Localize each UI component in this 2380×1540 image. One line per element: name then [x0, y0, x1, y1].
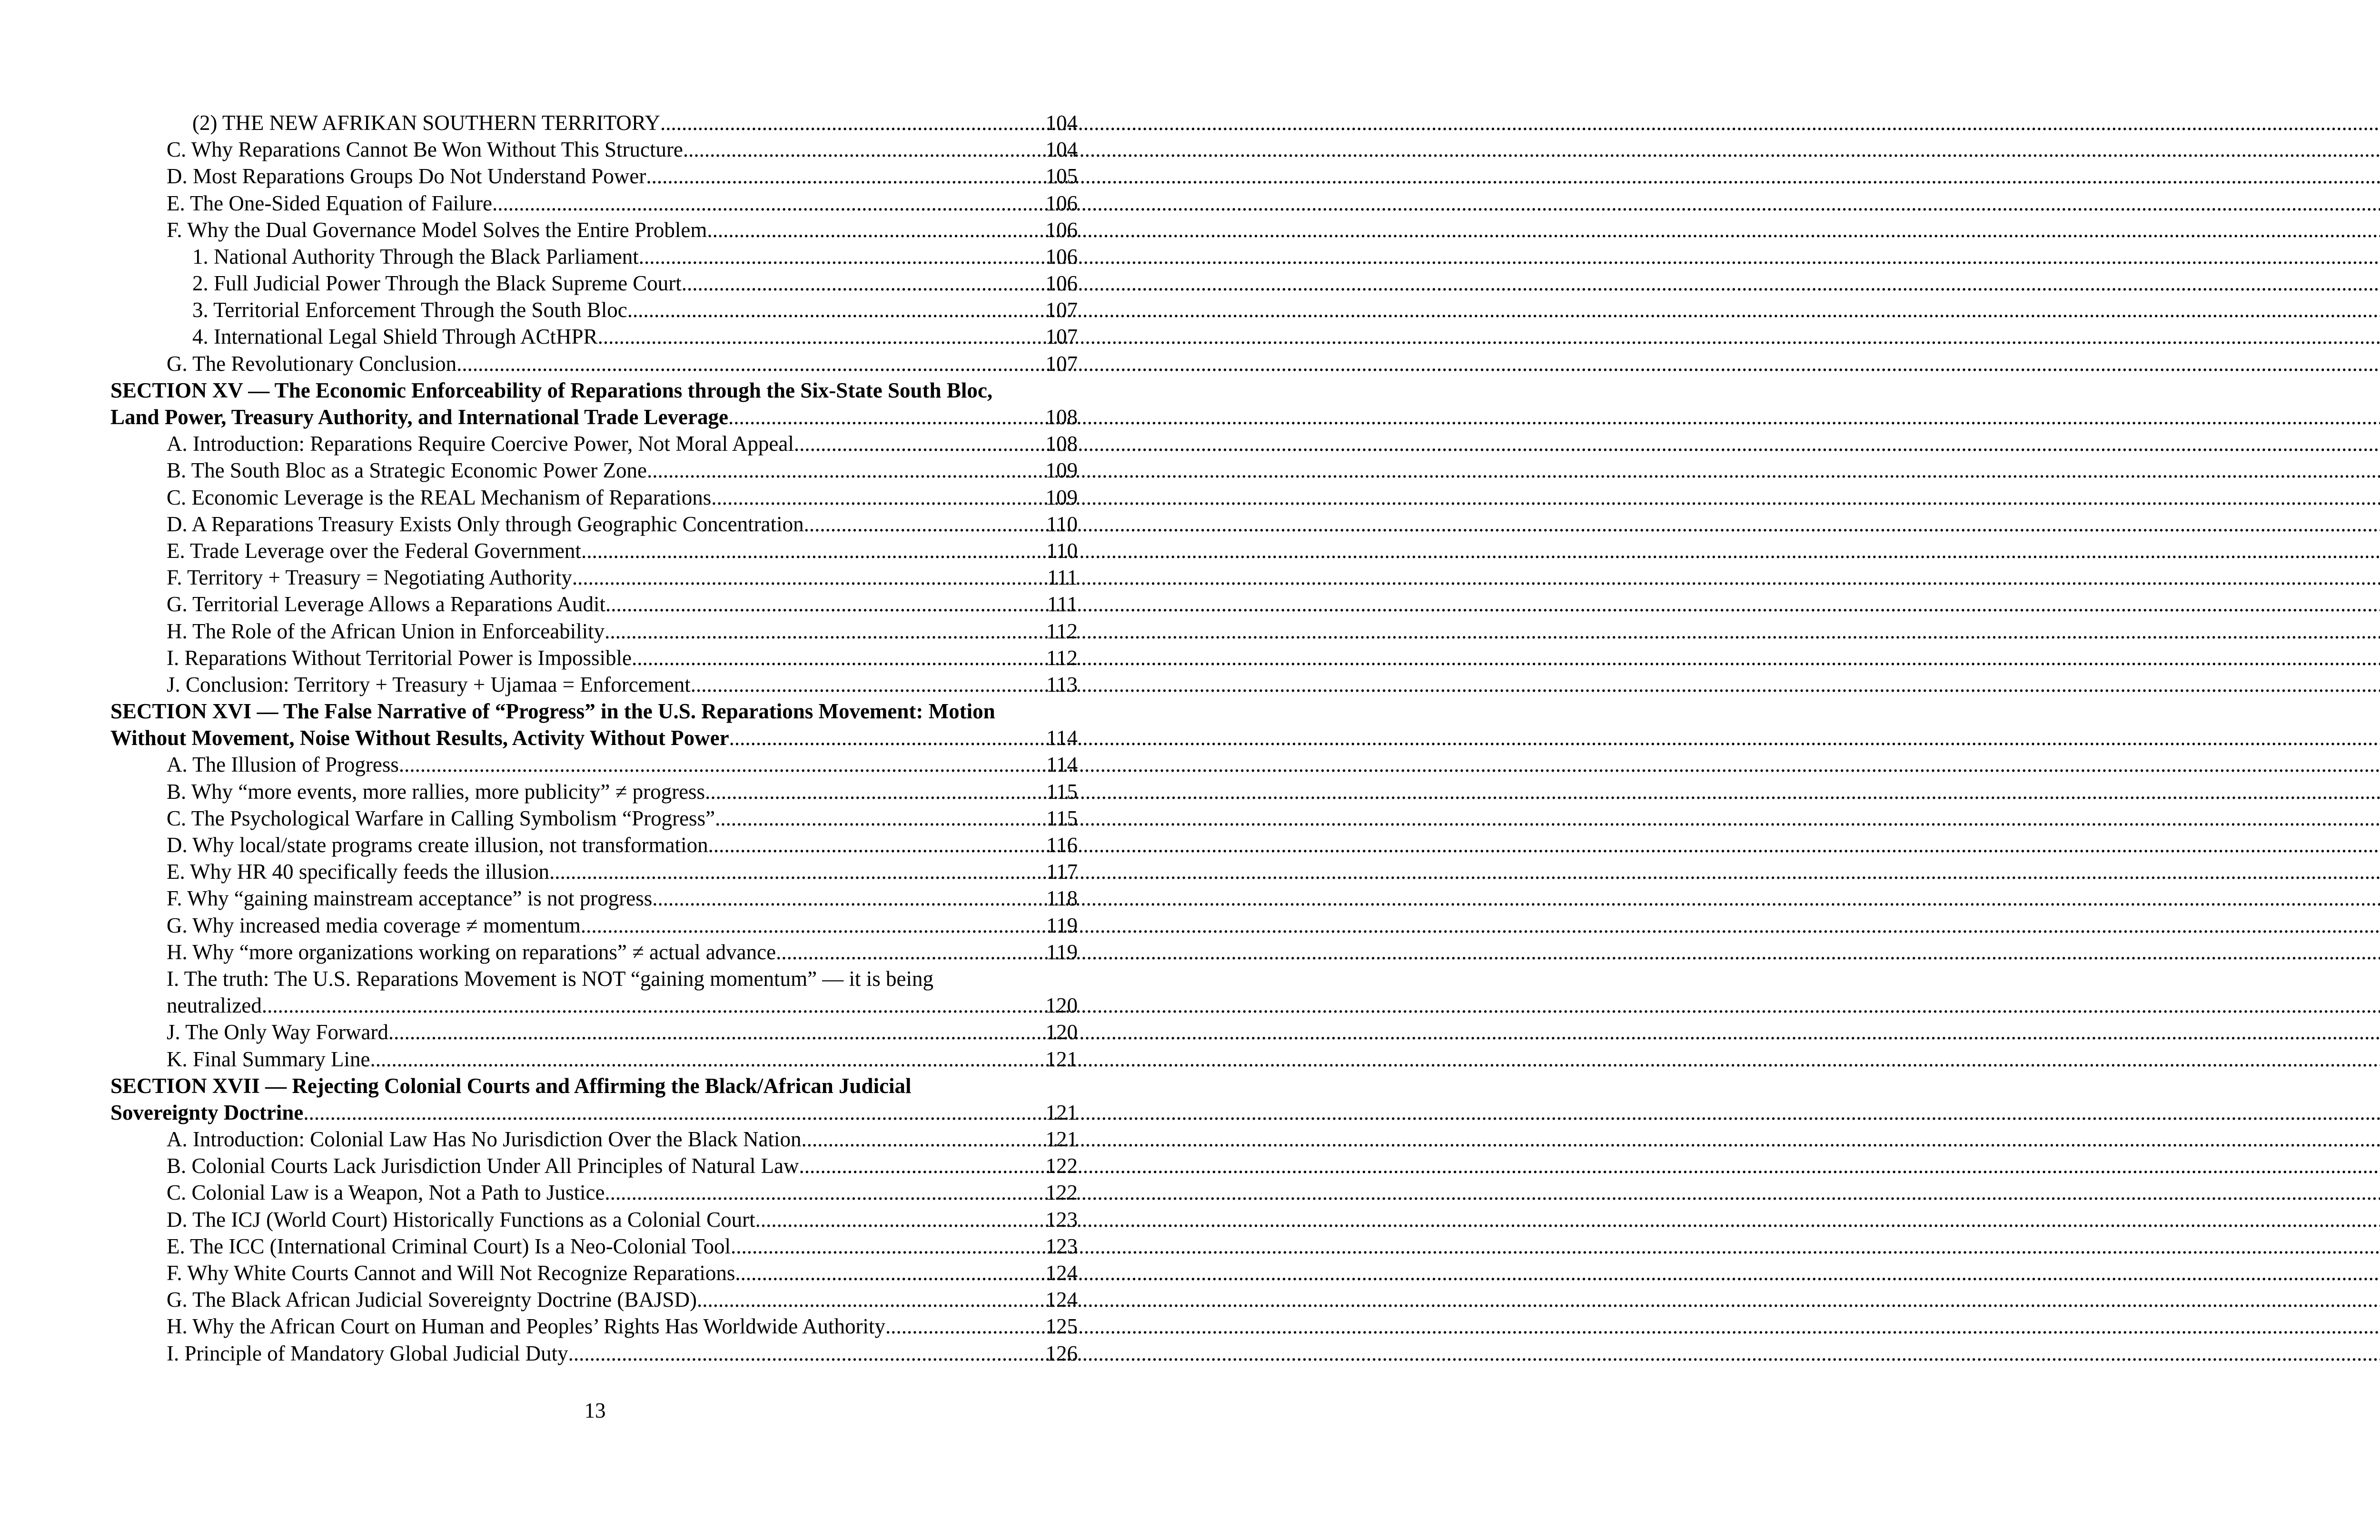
toc-page-number: 104 [1045, 110, 1078, 135]
toc-dot-leader [370, 1046, 1044, 1073]
toc-section-entry[interactable] [110, 1099, 1078, 1126]
toc-entry-label: C. Why Reparations Cannot Be Won Without This Structure [167, 138, 683, 162]
toc-page-number: 121 [1045, 1127, 1078, 1152]
toc-page-number: 117 [1046, 860, 1078, 884]
toc-entry-label: I. Reparations Without Territorial Power is Impossible [167, 646, 632, 670]
toc-page-number: 126 [1045, 1341, 1078, 1365]
toc-entry-label: D. The ICJ (World Court) Historically Functions as a Colonial Court [167, 1207, 755, 1232]
toc-entry[interactable] [110, 430, 1078, 457]
toc-entry[interactable] [110, 484, 1078, 511]
toc-page-number: 125 [1045, 1314, 1078, 1339]
toc-entry-label: neutralized [167, 994, 262, 1018]
toc-entry-label: H. Why “more organizations working on reparations” ≠ actual advance [167, 940, 776, 964]
toc-dot-leader [755, 1206, 1045, 1233]
toc-entry[interactable] [110, 190, 1078, 217]
toc-entry[interactable] [110, 778, 1078, 805]
toc-entry-label: 1. National Authority Through the Black Parliament [192, 244, 639, 268]
toc-entry-label: A. Introduction: Colonial Law Has No Jurisdiction Over the Black Nation [167, 1127, 802, 1152]
toc-page-number: 118 [1046, 886, 1078, 911]
toc-page-number: 110 [1046, 512, 1078, 536]
toc-entry[interactable] [110, 1233, 1078, 1260]
toc-entry-label: 3. Territorial Enforcement Through the South Bloc [192, 298, 627, 322]
toc-entry-label: E. Why HR 40 specifically feeds the illusion [167, 860, 550, 884]
toc-page-number: 107 [1045, 325, 1078, 349]
toc-dot-leader [660, 109, 1045, 136]
toc-page-number: 123 [1045, 1234, 1078, 1258]
toc-entry-label: D. Most Reparations Groups Do Not Understand Power [167, 164, 646, 189]
toc-entry-label: SECTION XV — The Economic Enforceability of Reparations through the Six-State South Bloc, [110, 378, 993, 402]
toc-dot-leader [697, 1286, 1045, 1313]
toc-dot-leader [492, 190, 1044, 217]
toc-dot-leader [728, 404, 1045, 430]
toc-entry-label: E. Trade Leverage over the Federal Government [167, 538, 581, 563]
toc-page-number: 120 [1045, 1020, 1078, 1044]
toc-entry[interactable] [110, 805, 1078, 832]
toc-page-number: 115 [1046, 806, 1078, 830]
toc-page-number: 122 [1045, 1181, 1078, 1205]
toc-entry[interactable] [110, 671, 1078, 698]
toc-entry[interactable] [110, 1286, 1078, 1313]
toc-section-entry[interactable] [110, 725, 1078, 751]
toc-entry[interactable] [110, 109, 1078, 136]
toc-page-number: 106 [1045, 244, 1078, 268]
toc-dot-leader [568, 1340, 1045, 1367]
toc-dot-leader [885, 1313, 1045, 1340]
toc-dot-leader [388, 1019, 1045, 1045]
toc-dot-leader [262, 992, 1045, 1019]
toc-entry-label: C. Colonial Law is a Weapon, Not a Path to Justice [167, 1181, 605, 1205]
toc-entry-label: D. A Reparations Treasury Exists Only through Geographic Concentration [167, 512, 804, 536]
toc-page-number: 122 [1045, 1154, 1078, 1178]
toc-entry-label: G. Territorial Leverage Allows a Reparations Audit [167, 592, 606, 616]
toc-page-number: 121 [1045, 1100, 1078, 1124]
toc-page-number: 114 [1046, 726, 1078, 750]
toc-entry-label: F. Why the Dual Governance Model Solves the Entire Problem [167, 218, 707, 242]
toc-entry[interactable] [110, 511, 1078, 537]
toc-entry-label: B. Why “more events, more rallies, more publicity” ≠ progress [167, 779, 705, 804]
toc-dot-leader [794, 430, 1045, 457]
toc-dot-leader [598, 323, 1045, 350]
toc-dot-leader [707, 217, 1044, 243]
toc-entry-label: C. The Psychological Warfare in Calling Symbolism “Progress” [167, 806, 715, 830]
toc-entry-label: 2. Full Judicial Power Through the Black Supreme Court [192, 271, 682, 296]
toc-page-number: 116 [1046, 833, 1078, 857]
toc-entry[interactable] [110, 645, 1078, 671]
toc-entry[interactable] [110, 1340, 1078, 1367]
toc-dot-leader [639, 243, 1045, 270]
toc-page-number: 110 [1046, 538, 1078, 563]
toc-dot-leader [303, 1099, 1044, 1126]
toc-page-number: 107 [1045, 351, 1078, 376]
toc-page-number: 106 [1045, 218, 1078, 242]
toc-entry[interactable] [110, 885, 1078, 912]
toc-page-number: 104 [1045, 138, 1078, 162]
toc-entry-label: Land Power, Treasury Authority, and International Trade Leverage [110, 405, 728, 429]
toc-page-number: 124 [1045, 1261, 1078, 1285]
toc-entry[interactable] [110, 457, 1078, 484]
toc-entry-label: D. Why local/state programs create illusion, not transformation [167, 833, 708, 857]
toc-entry-label: C. Economic Leverage is the REAL Mechanism of Reparations [167, 485, 712, 509]
toc-dot-leader [735, 1260, 1044, 1286]
toc-entry-label: Without Movement, Noise Without Results, Activity Without Power [110, 726, 729, 750]
toc-dot-leader [799, 1153, 1045, 1179]
toc-dot-leader [731, 1233, 1045, 1260]
toc-dot-leader [646, 163, 1044, 189]
toc-entry-label: B. Colonial Courts Lack Jurisdiction Under All Principles of Natural Law [167, 1154, 799, 1178]
toc-entry[interactable] [110, 136, 1078, 163]
toc-dot-leader [705, 778, 1045, 805]
toc-entry[interactable] [110, 752, 1078, 778]
toc-dot-leader [691, 671, 1045, 698]
toc-entry-label: F. Why White Courts Cannot and Will Not Recognize Reparations [167, 1261, 735, 1285]
toc-dot-leader [729, 725, 1046, 751]
toc-section-entry[interactable] [110, 1073, 1078, 1099]
toc-dot-leader [456, 350, 1044, 377]
toc-dot-leader [399, 751, 1045, 778]
toc-entry[interactable] [110, 243, 1078, 270]
toc-entry[interactable] [110, 1153, 1078, 1179]
toc-entry-label: G. The Revolutionary Conclusion [167, 351, 457, 376]
toc-page-number: 108 [1045, 432, 1078, 456]
toc-dot-leader [627, 297, 1045, 323]
toc-page-number: 123 [1045, 1207, 1078, 1232]
toc-entry-label: A. The Illusion of Progress [167, 753, 399, 777]
toc-page-number: 112 [1046, 619, 1078, 643]
toc-entry[interactable] [110, 1180, 1078, 1206]
toc-dot-leader [715, 805, 1045, 832]
toc-dot-leader [647, 457, 1045, 484]
toc-page-number: 112 [1046, 646, 1078, 670]
toc-dot-leader [605, 591, 1046, 617]
toc-page-number: 106 [1045, 191, 1078, 215]
toc-page-number: 108 [1045, 405, 1078, 429]
toc-dot-leader [572, 564, 1046, 591]
toc-entry[interactable] [110, 992, 1078, 1019]
toc-dot-leader [711, 484, 1044, 511]
toc-page-number: 107 [1045, 298, 1078, 322]
toc-page-number: 121 [1045, 1047, 1078, 1071]
toc-page-number: 119 [1046, 913, 1078, 937]
toc-entry[interactable] [110, 217, 1078, 243]
toc-entry-label: H. Why the African Court on Human and Peoples’ Rights Has Worldwide Authority [167, 1314, 885, 1339]
toc-entry[interactable] [110, 270, 1078, 297]
toc-entry-label: SECTION XVI — The False Narrative of “Progress” in the U.S. Reparations Movement: Motion [110, 699, 995, 724]
toc-page-number: 120 [1045, 994, 1078, 1018]
toc-entry[interactable] [110, 537, 1078, 564]
toc-entry[interactable] [110, 1313, 1078, 1340]
toc-entry[interactable] [110, 564, 1078, 591]
toc-dot-leader [605, 618, 1045, 645]
toc-entry-label: (2) THE NEW AFRIKAN SOUTHERN TERRITORY [192, 110, 660, 135]
toc-entry[interactable] [110, 350, 1078, 377]
toc-entry-label: I. Principle of Mandatory Global Judicial Duty [167, 1341, 568, 1365]
page-number: 13 [584, 1399, 606, 1422]
toc-page-number: 119 [1046, 940, 1078, 964]
toc-entry-label: J. Conclusion: Territory + Treasury + Ujamaa = Enforcement [167, 672, 691, 696]
toc-entry[interactable] [110, 939, 1078, 965]
toc-entry-label: 4. International Legal Shield Through ACtHPR [192, 325, 598, 349]
toc-dot-leader [605, 1179, 1044, 1206]
toc-entry-label: Sovereignty Doctrine [110, 1100, 304, 1124]
toc-dot-leader [549, 858, 1045, 885]
toc-entry[interactable] [110, 965, 1078, 992]
toc-entry-label: G. Why increased media coverage ≠ momentum [167, 913, 581, 937]
toc-dot-leader [581, 537, 1045, 564]
toc-dot-leader [652, 885, 1045, 912]
toc-entry[interactable] [110, 912, 1078, 939]
toc-page-number: 111 [1047, 566, 1078, 590]
toc-entry-label: SECTION XVII — Rejecting Colonial Courts and Affirming the Black/African Judicial [110, 1073, 912, 1098]
toc-dot-leader [708, 832, 1046, 858]
toc-page-number: 124 [1045, 1288, 1078, 1312]
toc-dot-leader [804, 511, 1046, 537]
toc-entry-label: B. The South Bloc as a Strategic Economic Power Zone [167, 458, 647, 483]
toc-section-entry[interactable] [110, 698, 1078, 725]
toc-entry[interactable] [110, 1046, 1078, 1073]
toc-entry-label: H. The Role of the African Union in Enforceability [167, 619, 605, 643]
toc-entry[interactable] [110, 1260, 1078, 1286]
toc-entry-label: E. The One-Sided Equation of Failure [167, 191, 493, 215]
toc-entry-label: A. Introduction: Reparations Require Coercive Power, Not Moral Appeal [167, 432, 794, 456]
toc-entry-label: I. The truth: The U.S. Reparations Movement is NOT “gaining momentum” — it is being [167, 967, 934, 991]
toc-entry-label: K. Final Summary Line [167, 1047, 370, 1071]
toc-page-number: 115 [1046, 779, 1078, 804]
toc-section-entry[interactable] [110, 404, 1078, 430]
toc-entry[interactable] [110, 591, 1078, 617]
toc-dot-leader [632, 645, 1045, 671]
toc-page-number: 109 [1045, 458, 1078, 483]
table-of-contents [110, 109, 1078, 1367]
toc-page-number: 106 [1045, 271, 1078, 296]
toc-entry-label: F. Why “gaining mainstream acceptance” is not progress [167, 886, 653, 911]
toc-entry-label: F. Territory + Treasury = Negotiating Authority [167, 566, 572, 590]
toc-dot-leader [581, 912, 1045, 939]
toc-dot-leader [776, 939, 1045, 965]
toc-entry[interactable] [110, 1206, 1078, 1233]
toc-entry[interactable] [110, 858, 1078, 885]
toc-page-number: 111 [1047, 592, 1078, 616]
toc-entry-label: E. The ICC (International Criminal Court) Is a Neo-Colonial Tool [167, 1234, 731, 1258]
toc-page-number: 113 [1046, 672, 1078, 696]
toc-page-number: 109 [1045, 485, 1078, 509]
toc-dot-leader [683, 136, 1045, 163]
toc-entry[interactable] [110, 1019, 1078, 1045]
toc-page-number: 114 [1046, 753, 1078, 777]
toc-dot-leader [802, 1126, 1045, 1153]
toc-entry[interactable] [110, 297, 1078, 323]
toc-entry[interactable] [110, 1126, 1078, 1153]
toc-entry[interactable] [110, 324, 1078, 350]
toc-entry[interactable] [110, 832, 1078, 858]
toc-entry[interactable] [110, 163, 1078, 189]
toc-page-number: 105 [1045, 164, 1078, 189]
toc-dot-leader [682, 270, 1045, 297]
toc-entry-label: G. The Black African Judicial Sovereignty Doctrine (BAJSD) [167, 1288, 697, 1312]
toc-entry-label: J. The Only Way Forward [167, 1020, 388, 1044]
toc-section-entry[interactable] [110, 377, 1078, 404]
toc-entry[interactable] [110, 618, 1078, 645]
